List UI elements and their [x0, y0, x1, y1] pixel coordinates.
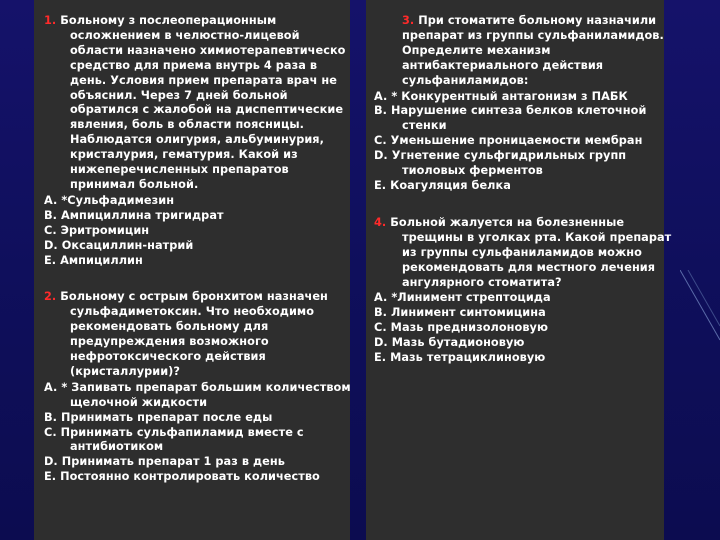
answer-option: E. Коагуляция белка	[374, 178, 511, 192]
answer-option: C. Принимать сульфапиламид вместе с	[44, 425, 304, 439]
answer-option: E. Мазь тетрациклиновую	[374, 351, 546, 365]
answer-option: A. *Сульфадимезин	[44, 193, 175, 207]
left-column	[44, 14, 351, 485]
answer-option: C. Эритромицин	[44, 223, 150, 237]
question-3: 3. При стоматите больному назначили препарат из группы сульфаниламидов. Определите механизм антибактериального действия сульфаниламидов:	[402, 14, 664, 87]
answer-option: B. Принимать препарат после еды	[44, 410, 273, 424]
answer-option: E. Постоянно контролировать количество	[44, 470, 320, 484]
answer-option-continued: стенки	[402, 119, 447, 133]
question-1: 1. Больному з послеоперационным осложнением в челюстно-лицевой области назначено химиотерапевтическо средство для приема внутрь 4 раза в день. Условия прием препарата врач не объяснил. Через 7 дней больной обратился с жалобой на диспептические явления, боль в области поясницы. Наблюдатся олигурия, альбуминурия, кристалурия, гематурия. Какой из нижеперечисленных препаратов принимал больной.	[44, 14, 346, 191]
answer-option: C. Мазь преднизолоновую	[374, 321, 548, 335]
question-number: 3.	[402, 14, 415, 27]
answer-option: D. Мазь бутадионовую	[374, 336, 525, 350]
answer-option-continued: щелочной жидкости	[70, 395, 208, 409]
question-number: 2.	[44, 290, 57, 304]
answer-option: A. * Запивать препарат большим количеством	[44, 380, 351, 394]
answer-option: E. Ампициллин	[44, 253, 143, 267]
answer-option: A. *Линимент стрептоцида	[374, 291, 551, 305]
right-column	[374, 14, 672, 366]
question-number: 1.	[44, 14, 57, 27]
answer-option: D. Оксациллин-натрий	[44, 238, 194, 252]
answer-option-continued: антибиотиком	[70, 440, 164, 454]
answer-option: B. Линимент синтомицина	[374, 306, 546, 320]
question-2: 2. Больному с острым бронхитом назначен сульфадиметоксин. Что необходимо рекомендовать больному для предупреждения возможного нефротоксического действия (кристаллурии)?	[44, 290, 328, 378]
answer-option: D. Принимать препарат 1 раз в день	[44, 455, 285, 469]
question-number: 4.	[374, 215, 387, 229]
answer-option: A. * Конкурентный антагонизм з ПАБК	[374, 89, 628, 103]
decorative-lines	[680, 270, 720, 360]
answer-option: C. Уменьшение проницаемости мембран	[374, 134, 643, 148]
answer-option: B. Ампициллина тригидрат	[44, 208, 224, 222]
answer-option-continued: тиоловых ферментов	[402, 164, 543, 178]
answer-option: B. Нарушение синтеза белков клеточной	[374, 104, 647, 118]
question-4: 4. Больной жалуется на болезненные трещины в уголках рта. Какой препарат из группы сульфаниламидов можно рекомендовать для местного лечения ангулярного стоматита?	[374, 215, 672, 289]
answer-option: D. Угнетение сульфгидрильных групп	[374, 149, 627, 163]
